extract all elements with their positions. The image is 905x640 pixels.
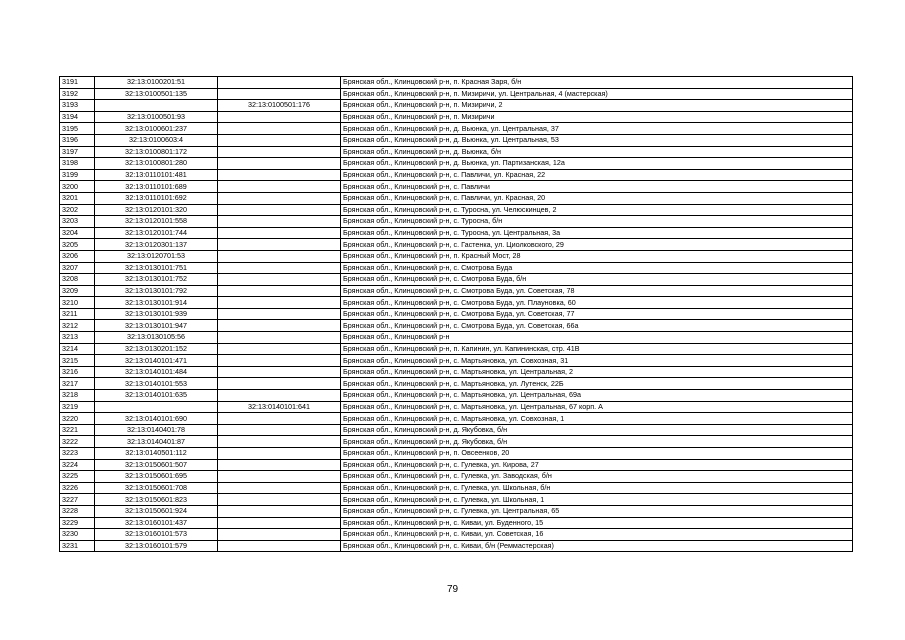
table-row [60, 88, 853, 100]
table-row [60, 192, 853, 204]
address-cell: Брянская обл., Клинцовский р-н, с. Туросна, ул. Челюскинцев, 2 [341, 204, 853, 216]
row-number-cell: 3202 [60, 204, 95, 216]
cadastral-number-cell: 32:13:0100501:93 [95, 111, 218, 123]
row-number-cell: 3227 [60, 494, 95, 506]
cadastral-number-alt-cell [218, 146, 341, 158]
address-cell: Брянская обл., Клинцовский р-н, с. Смотрова Буда, ул. Советская, 78 [341, 285, 853, 297]
address-cell: Брянская обл., Клинцовский р-н, с. Павличи, ул. Красная, 22 [341, 169, 853, 181]
table-row [60, 262, 853, 274]
row-number-cell: 3228 [60, 505, 95, 517]
row-number-cell: 3226 [60, 482, 95, 494]
row-number-cell: 3224 [60, 459, 95, 471]
address-cell: Брянская обл., Клинцовский р-н, с. Мартьяновка, ул. Центральная, 67 корп. А [341, 401, 853, 413]
address-cell: Брянская обл., Клинцовский р-н, с. Киваи, ул. Буденного, 15 [341, 517, 853, 529]
cadastral-number-cell: 32:13:0130101:947 [95, 320, 218, 332]
table-row [60, 529, 853, 541]
table-row [60, 274, 853, 286]
row-number-cell: 3199 [60, 169, 95, 181]
cadastral-number-cell: 32:13:0130201:152 [95, 343, 218, 355]
row-number-cell: 3230 [60, 529, 95, 541]
row-number-cell: 3220 [60, 413, 95, 425]
row-number-cell: 3210 [60, 297, 95, 309]
table-row [60, 308, 853, 320]
cadastral-number-alt-cell [218, 77, 341, 89]
address-cell: Брянская обл., Клинцовский р-н, с. Мартьяновка, ул. Совхозная, 1 [341, 413, 853, 425]
cadastral-number-cell: 32:13:0100801:172 [95, 146, 218, 158]
cadastral-number-cell: 32:13:0150601:695 [95, 471, 218, 483]
row-number-cell: 3193 [60, 100, 95, 112]
address-cell: Брянская обл., Клинцовский р-н, п. Мизиричи, 2 [341, 100, 853, 112]
table-row [60, 158, 853, 170]
cadastral-number-alt-cell [218, 181, 341, 193]
address-cell: Брянская обл., Клинцовский р-н, д. Якубовка, б/н [341, 436, 853, 448]
table-row [60, 227, 853, 239]
row-number-cell: 3206 [60, 250, 95, 262]
cadastral-number-cell: 32:13:0130101:792 [95, 285, 218, 297]
cadastral-number-alt-cell [218, 332, 341, 344]
row-number-cell: 3211 [60, 308, 95, 320]
cadastral-number-alt-cell [218, 448, 341, 460]
table-row [60, 459, 853, 471]
address-cell: Брянская обл., Клинцовский р-н [341, 332, 853, 344]
table-row [60, 169, 853, 181]
table-row [60, 413, 853, 425]
cadastral-number-cell: 32:13:0150601:823 [95, 494, 218, 506]
cadastral-number-cell [95, 401, 218, 413]
row-number-cell: 3221 [60, 424, 95, 436]
cadastral-number-cell: 32:13:0120101:558 [95, 216, 218, 228]
row-number-cell: 3231 [60, 540, 95, 552]
address-cell: Брянская обл., Клинцовский р-н, с. Мартьяновка, ул. Лутенск, 22Б [341, 378, 853, 390]
cadastral-number-alt-cell [218, 459, 341, 471]
cadastral-number-cell: 32:13:0150601:924 [95, 505, 218, 517]
table-row [60, 390, 853, 402]
table-row [60, 482, 853, 494]
cadastral-number-cell: 32:13:0130101:752 [95, 274, 218, 286]
row-number-cell: 3208 [60, 274, 95, 286]
cadastral-number-cell: 32:13:0130101:939 [95, 308, 218, 320]
table-row [60, 216, 853, 228]
address-cell: Брянская обл., Клинцовский р-н, с. Павличи, ул. Красная, 20 [341, 192, 853, 204]
cadastral-number-alt-cell [218, 505, 341, 517]
cadastral-number-cell: 32:13:0100603:4 [95, 134, 218, 146]
address-cell: Брянская обл., Клинцовский р-н, п. Красная Заря, б/н [341, 77, 853, 89]
row-number-cell: 3222 [60, 436, 95, 448]
table-row [60, 540, 853, 552]
row-number-cell: 3191 [60, 77, 95, 89]
cadastral-number-cell: 32:13:0140101:484 [95, 366, 218, 378]
cadastral-number-alt-cell [218, 262, 341, 274]
address-cell: Брянская обл., Клинцовский р-н, д. Вьюнка, ул. Центральная, 53 [341, 134, 853, 146]
row-number-cell: 3209 [60, 285, 95, 297]
address-cell: Брянская обл., Клинцовский р-н, д. Якубовка, б/н [341, 424, 853, 436]
address-cell: Брянская обл., Клинцовский р-н, с. Смотрова Буда, ул. Советская, 66а [341, 320, 853, 332]
cadastral-number-cell: 32:13:0130105:56 [95, 332, 218, 344]
row-number-cell: 3207 [60, 262, 95, 274]
cadastral-number-cell: 32:13:0120101:320 [95, 204, 218, 216]
cadastral-number-cell: 32:13:0130101:751 [95, 262, 218, 274]
row-number-cell: 3200 [60, 181, 95, 193]
cadastral-number-cell: 32:13:0150601:507 [95, 459, 218, 471]
table-row [60, 77, 853, 89]
table-row [60, 111, 853, 123]
cadastral-number-alt-cell: 32:13:0100501:176 [218, 100, 341, 112]
cadastral-number-alt-cell [218, 285, 341, 297]
address-cell: Брянская обл., Клинцовский р-н, с. Смотрова Буда, ул. Плауновка, 60 [341, 297, 853, 309]
cadastral-number-cell: 32:13:0140101:690 [95, 413, 218, 425]
table-row [60, 239, 853, 251]
row-number-cell: 3192 [60, 88, 95, 100]
cadastral-number-alt-cell [218, 413, 341, 425]
cadastral-number-alt-cell [218, 111, 341, 123]
row-number-cell: 3219 [60, 401, 95, 413]
table-row [60, 100, 853, 112]
cadastral-number-cell: 32:13:0140401:87 [95, 436, 218, 448]
cadastral-number-alt-cell [218, 471, 341, 483]
cadastral-number-cell: 32:13:0140101:635 [95, 390, 218, 402]
cadastral-number-alt-cell [218, 297, 341, 309]
address-cell: Брянская обл., Клинцовский р-н, с. Туросна, ул. Центральная, 3а [341, 227, 853, 239]
cadastral-number-alt-cell [218, 378, 341, 390]
cadastral-number-alt-cell [218, 192, 341, 204]
table-row [60, 517, 853, 529]
table-row [60, 378, 853, 390]
address-cell: Брянская обл., Клинцовский р-н, д. Вьюнка, ул. Партизанская, 12а [341, 158, 853, 170]
row-number-cell: 3215 [60, 355, 95, 367]
cadastral-number-alt-cell [218, 494, 341, 506]
row-number-cell: 3213 [60, 332, 95, 344]
address-cell: Брянская обл., Клинцовский р-н, с. Гастенка, ул. Циолковского, 29 [341, 239, 853, 251]
cadastral-number-cell: 32:13:0140501:112 [95, 448, 218, 460]
property-registry-table [59, 76, 853, 552]
table-row [60, 494, 853, 506]
cadastral-number-cell: 32:13:0150601:708 [95, 482, 218, 494]
cadastral-number-alt-cell [218, 216, 341, 228]
address-cell: Брянская обл., Клинцовский р-н, с. Павличи [341, 181, 853, 193]
row-number-cell: 3212 [60, 320, 95, 332]
row-number-cell: 3204 [60, 227, 95, 239]
cadastral-number-alt-cell [218, 355, 341, 367]
cadastral-number-cell: 32:13:0100201:51 [95, 77, 218, 89]
address-cell: Брянская обл., Клинцовский р-н, с. Киваи, ул. Советская, 16 [341, 529, 853, 541]
row-number-cell: 3216 [60, 366, 95, 378]
address-cell: Брянская обл., Клинцовский р-н, с. Гулевка, ул. Заводская, б/н [341, 471, 853, 483]
table-row [60, 204, 853, 216]
address-cell: Брянская обл., Клинцовский р-н, с. Киваи, б/н (Реммастерская) [341, 540, 853, 552]
cadastral-number-alt-cell [218, 529, 341, 541]
row-number-cell: 3203 [60, 216, 95, 228]
cadastral-number-cell: 32:13:0100501:135 [95, 88, 218, 100]
address-cell: Брянская обл., Клинцовский р-н, с. Туросна, б/н [341, 216, 853, 228]
address-cell: Брянская обл., Клинцовский р-н, с. Смотрова Буда, б/н [341, 274, 853, 286]
row-number-cell: 3201 [60, 192, 95, 204]
cadastral-number-cell: 32:13:0100801:280 [95, 158, 218, 170]
cadastral-number-alt-cell [218, 250, 341, 262]
cadastral-number-alt-cell [218, 390, 341, 402]
table-row [60, 436, 853, 448]
cadastral-number-alt-cell [218, 169, 341, 181]
cadastral-number-alt-cell [218, 88, 341, 100]
address-cell: Брянская обл., Клинцовский р-н, с. Смотрова Буда [341, 262, 853, 274]
row-number-cell: 3194 [60, 111, 95, 123]
cadastral-number-alt-cell [218, 540, 341, 552]
address-cell: Брянская обл., Клинцовский р-н, с. Мартьяновка, ул. Совхозная, 31 [341, 355, 853, 367]
address-cell: Брянская обл., Клинцовский р-н, д. Вьюнка, ул. Центральная, 37 [341, 123, 853, 135]
table-row [60, 471, 853, 483]
cadastral-number-alt-cell [218, 366, 341, 378]
table-row [60, 505, 853, 517]
page-number: 79 [446, 584, 459, 595]
row-number-cell: 3225 [60, 471, 95, 483]
cadastral-number-cell: 32:13:0110101:689 [95, 181, 218, 193]
address-cell: Брянская обл., Клинцовский р-н, п. Капинин, ул. Капининская, стр. 41В [341, 343, 853, 355]
cadastral-number-alt-cell [218, 239, 341, 251]
cadastral-number-cell: 32:13:0120101:744 [95, 227, 218, 239]
address-cell: Брянская обл., Клинцовский р-н, с. Мартьяновка, ул. Центральная, 2 [341, 366, 853, 378]
table-row [60, 297, 853, 309]
row-number-cell: 3218 [60, 390, 95, 402]
cadastral-number-cell: 32:13:0120301:137 [95, 239, 218, 251]
cadastral-number-alt-cell [218, 320, 341, 332]
row-number-cell: 3196 [60, 134, 95, 146]
cadastral-number-cell: 32:13:0110101:481 [95, 169, 218, 181]
table-row [60, 355, 853, 367]
table-row [60, 332, 853, 344]
cadastral-number-alt-cell [218, 517, 341, 529]
row-number-cell: 3197 [60, 146, 95, 158]
cadastral-number-cell: 32:13:0140401:78 [95, 424, 218, 436]
cadastral-number-cell: 32:13:0130101:914 [95, 297, 218, 309]
cadastral-number-alt-cell [218, 274, 341, 286]
table-row [60, 134, 853, 146]
cadastral-number-alt-cell [218, 482, 341, 494]
cadastral-number-cell [95, 100, 218, 112]
cadastral-number-alt-cell [218, 424, 341, 436]
registry-table-body [60, 77, 853, 552]
cadastral-number-alt-cell [218, 204, 341, 216]
address-cell: Брянская обл., Клинцовский р-н, п. Овсеенков, 20 [341, 448, 853, 460]
cadastral-number-alt-cell: 32:13:0140101:641 [218, 401, 341, 413]
table-row [60, 181, 853, 193]
row-number-cell: 3195 [60, 123, 95, 135]
address-cell: Брянская обл., Клинцовский р-н, с. Гулевка, ул. Кирова, 27 [341, 459, 853, 471]
row-number-cell: 3214 [60, 343, 95, 355]
cadastral-number-cell: 32:13:0140101:471 [95, 355, 218, 367]
table-row [60, 320, 853, 332]
cadastral-number-alt-cell [218, 123, 341, 135]
cadastral-number-alt-cell [218, 134, 341, 146]
cadastral-number-cell: 32:13:0120701:53 [95, 250, 218, 262]
table-row [60, 343, 853, 355]
table-row [60, 285, 853, 297]
cadastral-number-alt-cell [218, 308, 341, 320]
address-cell: Брянская обл., Клинцовский р-н, п. Красный Мост, 28 [341, 250, 853, 262]
row-number-cell: 3229 [60, 517, 95, 529]
row-number-cell: 3223 [60, 448, 95, 460]
address-cell: Брянская обл., Клинцовский р-н, с. Гулевка, ул. Школьная, б/н [341, 482, 853, 494]
address-cell: Брянская обл., Клинцовский р-н, с. Смотрова Буда, ул. Советская, 77 [341, 308, 853, 320]
row-number-cell: 3198 [60, 158, 95, 170]
address-cell: Брянская обл., Клинцовский р-н, п. Мизиричи, ул. Центральная, 4 (мастерская) [341, 88, 853, 100]
cadastral-number-cell: 32:13:0160101:579 [95, 540, 218, 552]
table-row [60, 250, 853, 262]
cadastral-number-cell: 32:13:0140101:553 [95, 378, 218, 390]
table-row [60, 401, 853, 413]
address-cell: Брянская обл., Клинцовский р-н, п. Мизиричи [341, 111, 853, 123]
address-cell: Брянская обл., Клинцовский р-н, с. Гулевка, ул. Центральная, 65 [341, 505, 853, 517]
address-cell: Брянская обл., Клинцовский р-н, д. Вьюнка, б/н [341, 146, 853, 158]
table-row [60, 123, 853, 135]
cadastral-number-alt-cell [218, 436, 341, 448]
table-row [60, 146, 853, 158]
cadastral-number-alt-cell [218, 227, 341, 239]
address-cell: Брянская обл., Клинцовский р-н, с. Мартьяновка, ул. Центральная, 69а [341, 390, 853, 402]
table-row [60, 424, 853, 436]
cadastral-number-alt-cell [218, 158, 341, 170]
address-cell: Брянская обл., Клинцовский р-н, с. Гулевка, ул. Школьная, 1 [341, 494, 853, 506]
table-row [60, 448, 853, 460]
row-number-cell: 3217 [60, 378, 95, 390]
row-number-cell: 3205 [60, 239, 95, 251]
cadastral-number-cell: 32:13:0160101:437 [95, 517, 218, 529]
cadastral-number-cell: 32:13:0160101:573 [95, 529, 218, 541]
table-row [60, 366, 853, 378]
cadastral-number-alt-cell [218, 343, 341, 355]
cadastral-number-cell: 32:13:0100601:237 [95, 123, 218, 135]
cadastral-number-cell: 32:13:0110101:692 [95, 192, 218, 204]
